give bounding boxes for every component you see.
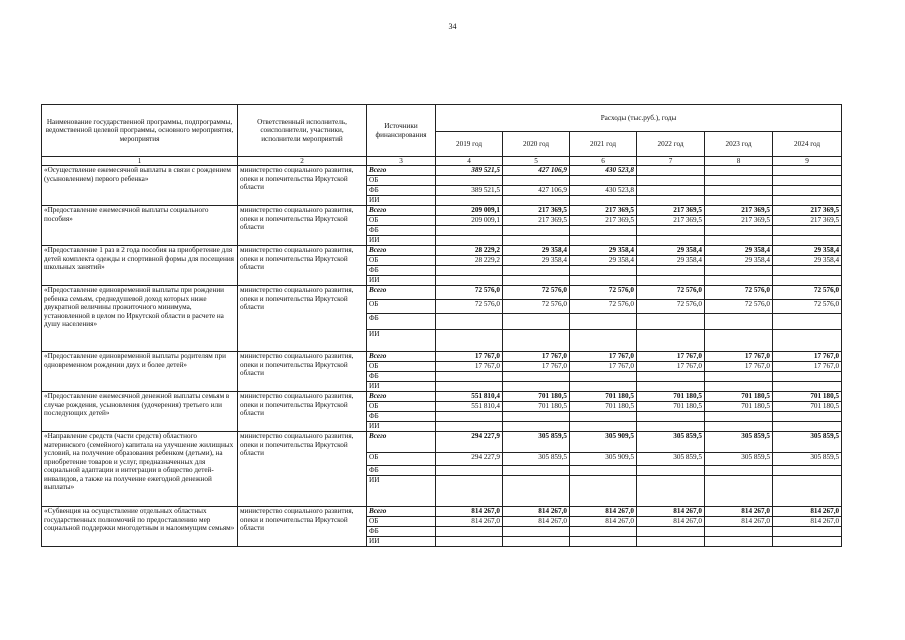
expense-value: 217 369,5 [637, 206, 705, 216]
expense-value [637, 276, 705, 286]
expense-value [705, 476, 773, 507]
expense-value: 814 267,0 [570, 517, 637, 527]
expense-value: 17 767,0 [773, 362, 842, 372]
funding-source: ФБ [367, 186, 436, 196]
funding-source: Всего [367, 246, 436, 256]
measure-name: «Предоставление ежемесячной денежной выплаты семьям в случае рождения, усыновления (удочерения) третьего или последующих детей» [42, 392, 238, 432]
expense-value: 814 267,0 [705, 517, 773, 527]
expense-value: 217 369,5 [773, 206, 842, 216]
expense-value: 17 767,0 [637, 362, 705, 372]
expense-value: 701 180,5 [705, 402, 773, 412]
expense-value [705, 412, 773, 422]
expense-value: 17 767,0 [570, 362, 637, 372]
expense-value [637, 176, 705, 186]
expense-value: 72 576,0 [773, 286, 842, 300]
header-year: 2021 год [570, 132, 637, 157]
expense-value: 701 180,5 [637, 392, 705, 402]
expense-value [637, 226, 705, 236]
expense-value [773, 196, 842, 206]
expense-value: 814 267,0 [570, 507, 637, 517]
measure-name: «Предоставление ежемесячной выплаты социального пособия» [42, 206, 238, 246]
expense-value [773, 382, 842, 392]
funding-source: ИИ [367, 236, 436, 246]
expense-value: 814 267,0 [503, 517, 570, 527]
page-number: 34 [448, 22, 457, 31]
expense-value: 217 369,5 [773, 216, 842, 226]
responsible-executor: министерство социального развития, опеки и попечительства Иркутской области [238, 206, 367, 246]
expense-value: 72 576,0 [503, 286, 570, 300]
expense-value [503, 382, 570, 392]
expense-value [436, 537, 503, 547]
expense-value: 217 369,5 [570, 206, 637, 216]
funding-source: ИИ [367, 276, 436, 286]
header-year: 2022 год [637, 132, 705, 157]
column-number: 5 [503, 157, 570, 166]
expense-value: 72 576,0 [570, 286, 637, 300]
expense-value [570, 314, 637, 330]
expense-value: 814 267,0 [436, 517, 503, 527]
expense-value [503, 176, 570, 186]
responsible-executor: министерство социального развития, опеки и попечительства Иркутской области [238, 166, 367, 206]
funding-source: Всего [367, 206, 436, 216]
expense-value [503, 466, 570, 476]
expense-value [503, 422, 570, 432]
measure-name: «Предоставление единовременной выплаты родителям при одновременном рождении двух и более детей» [42, 352, 238, 392]
expense-value [436, 314, 503, 330]
expense-value: 814 267,0 [503, 507, 570, 517]
expense-value: 72 576,0 [436, 286, 503, 300]
funding-source: ИИ [367, 196, 436, 206]
expense-value: 28 229,2 [436, 246, 503, 256]
header-responsible: Ответственный исполнитель, соисполнители, участники, исполнители мероприятий [238, 105, 367, 157]
expense-value: 17 767,0 [436, 362, 503, 372]
expense-value: 29 358,4 [637, 246, 705, 256]
expense-value: 17 767,0 [637, 352, 705, 362]
header-name: Наименование государственной программы, подпрограммы, ведомственной целевой программы, основного мероприятия, мероприятия [42, 105, 238, 157]
expense-value [773, 276, 842, 286]
expense-value: 29 358,4 [503, 246, 570, 256]
funding-source: ИИ [367, 537, 436, 547]
expense-value: 29 358,4 [503, 256, 570, 266]
expense-value [436, 330, 503, 352]
expense-value [773, 226, 842, 236]
expense-value [773, 372, 842, 382]
funding-source: ОБ [367, 453, 436, 466]
funding-source: ОБ [367, 216, 436, 226]
expense-value [503, 537, 570, 547]
header-sources: Источники финансирования [367, 105, 436, 157]
expense-value [570, 196, 637, 206]
expense-value: 72 576,0 [570, 300, 637, 314]
expense-value [436, 527, 503, 537]
expense-value [705, 314, 773, 330]
expense-value: 814 267,0 [773, 507, 842, 517]
responsible-executor: министерство социального развития, опеки и попечительства Иркутской области [238, 432, 367, 507]
funding-source: ФБ [367, 412, 436, 422]
expense-value: 17 767,0 [436, 352, 503, 362]
expense-value: 217 369,5 [570, 216, 637, 226]
expense-value [705, 276, 773, 286]
expense-value: 29 358,4 [773, 256, 842, 266]
funding-source: Всего [367, 352, 436, 362]
expense-value: 305 859,5 [637, 432, 705, 453]
expense-value [773, 266, 842, 276]
expense-value [570, 537, 637, 547]
expense-value: 305 859,5 [503, 453, 570, 466]
expense-value [637, 186, 705, 196]
expense-value: 389 521,5 [436, 166, 503, 176]
expense-value: 217 369,5 [503, 206, 570, 216]
column-number: 4 [436, 157, 503, 166]
expense-value: 305 859,5 [773, 432, 842, 453]
expense-value [503, 527, 570, 537]
column-number: 1 [42, 157, 238, 166]
expense-value: 17 767,0 [503, 352, 570, 362]
funding-source: ИИ [367, 382, 436, 392]
expense-value [705, 422, 773, 432]
header-year: 2023 год [705, 132, 773, 157]
funding-source: ИИ [367, 330, 436, 352]
expense-value: 701 180,5 [503, 392, 570, 402]
expense-value: 28 229,2 [436, 256, 503, 266]
expense-value [436, 196, 503, 206]
expense-value: 389 521,5 [436, 186, 503, 196]
expense-value [570, 236, 637, 246]
expense-value [503, 236, 570, 246]
expense-value [773, 422, 842, 432]
expense-value: 217 369,5 [705, 216, 773, 226]
expense-value [570, 412, 637, 422]
expense-value [436, 236, 503, 246]
expense-value [773, 186, 842, 196]
expense-value [436, 176, 503, 186]
expense-value: 29 358,4 [570, 256, 637, 266]
expense-value: 701 180,5 [570, 402, 637, 412]
expense-value [436, 372, 503, 382]
expense-value: 430 523,8 [570, 166, 637, 176]
expense-value [773, 166, 842, 176]
funding-source: Всего [367, 507, 436, 517]
responsible-executor: министерство социального развития, опеки и попечительства Иркутской области [238, 246, 367, 286]
expense-value [637, 527, 705, 537]
funding-source: Всего [367, 286, 436, 300]
expense-value: 72 576,0 [637, 286, 705, 300]
column-number: 7 [637, 157, 705, 166]
expense-value: 305 909,5 [570, 432, 637, 453]
expense-value [436, 422, 503, 432]
expense-value [705, 186, 773, 196]
header-year: 2019 год [436, 132, 503, 157]
table-row [42, 286, 842, 300]
expense-value: 17 767,0 [773, 352, 842, 362]
expense-value [570, 527, 637, 537]
expense-value [570, 466, 637, 476]
expense-value [570, 422, 637, 432]
expense-value [436, 226, 503, 236]
expense-value: 814 267,0 [637, 507, 705, 517]
table-row [42, 206, 842, 216]
expense-value: 305 859,5 [503, 432, 570, 453]
funding-source: ОБ [367, 176, 436, 186]
expense-value: 814 267,0 [637, 517, 705, 527]
expense-value [705, 266, 773, 276]
measure-name: «Предоставление единовременной выплаты при рождении ребенка семьям, среднедушевой доход которых ниже двукратной величины прожиточного минимума, установленной в целом по Иркутской области в расчете на душу населения» [42, 286, 238, 352]
expense-value [705, 166, 773, 176]
funding-source: ОБ [367, 256, 436, 266]
expense-value [773, 176, 842, 186]
expense-value [705, 466, 773, 476]
funding-source: ФБ [367, 527, 436, 537]
table-row [42, 432, 842, 453]
expense-value: 217 369,5 [705, 206, 773, 216]
expense-value [773, 412, 842, 422]
expense-value: 430 523,8 [570, 186, 637, 196]
expense-value [570, 276, 637, 286]
expense-value [570, 382, 637, 392]
expense-value: 294 227,9 [436, 432, 503, 453]
expense-value [503, 314, 570, 330]
expense-value [705, 196, 773, 206]
funding-source: ИИ [367, 476, 436, 507]
measure-name: «Предоставление 1 раз в 2 года пособия на приобретение для детей комплекта одежды и спортивной формы для посещения школьных занятий» [42, 246, 238, 286]
expense-value: 701 180,5 [570, 392, 637, 402]
expense-value [637, 422, 705, 432]
expense-value [436, 266, 503, 276]
header-year: 2020 год [503, 132, 570, 157]
expense-value: 29 358,4 [637, 256, 705, 266]
expense-value: 427 106,9 [503, 186, 570, 196]
expense-value [503, 226, 570, 236]
table-row [42, 507, 842, 517]
expense-value [570, 330, 637, 352]
expense-value: 29 358,4 [773, 246, 842, 256]
expense-value: 217 369,5 [637, 216, 705, 226]
table-row [42, 352, 842, 362]
expense-value: 701 180,5 [773, 392, 842, 402]
expense-value: 294 227,9 [436, 453, 503, 466]
column-number: 6 [570, 157, 637, 166]
expense-value [637, 466, 705, 476]
expense-value: 217 369,5 [503, 216, 570, 226]
expense-value [637, 372, 705, 382]
expense-value [637, 236, 705, 246]
expense-value [503, 476, 570, 507]
expense-value: 427 106,9 [503, 166, 570, 176]
expense-value: 72 576,0 [705, 300, 773, 314]
responsible-executor: министерство социального развития, опеки и попечительства Иркутской области [238, 507, 367, 547]
expense-value: 72 576,0 [705, 286, 773, 300]
expense-value: 305 859,5 [637, 453, 705, 466]
expense-value [773, 466, 842, 476]
expense-value [436, 476, 503, 507]
expense-value: 701 180,5 [637, 402, 705, 412]
funding-source: ОБ [367, 402, 436, 412]
expense-value [503, 196, 570, 206]
expense-value [436, 276, 503, 286]
expense-value [503, 372, 570, 382]
measure-name: «Осуществление ежемесячной выплаты в связи с рождением (усыновлением) первого ребенка» [42, 166, 238, 206]
expense-value [637, 476, 705, 507]
table-row [42, 166, 842, 176]
expense-value: 701 180,5 [705, 392, 773, 402]
expense-value [637, 266, 705, 276]
expense-value: 72 576,0 [436, 300, 503, 314]
expense-value: 29 358,4 [570, 246, 637, 256]
table-row [42, 246, 842, 256]
expense-value [705, 330, 773, 352]
header-year: 2024 год [773, 132, 842, 157]
expense-value: 17 767,0 [503, 362, 570, 372]
funding-source: ОБ [367, 300, 436, 314]
expense-value [773, 314, 842, 330]
funding-source: ИИ [367, 422, 436, 432]
expense-value [705, 372, 773, 382]
expense-value [503, 330, 570, 352]
expense-value: 551 810,4 [436, 392, 503, 402]
expense-value: 814 267,0 [436, 507, 503, 517]
expense-value [637, 166, 705, 176]
expense-value: 72 576,0 [773, 300, 842, 314]
expense-value: 17 767,0 [705, 352, 773, 362]
expense-value: 305 859,5 [773, 453, 842, 466]
expense-value [503, 276, 570, 286]
expense-value [705, 382, 773, 392]
expense-value: 305 859,5 [705, 432, 773, 453]
expense-value [705, 537, 773, 547]
funding-source: ФБ [367, 266, 436, 276]
column-number: 9 [773, 157, 842, 166]
header-expenses: Расходы (тыс.руб.), годы [436, 105, 842, 132]
expense-value [705, 176, 773, 186]
expense-value [503, 266, 570, 276]
expense-value: 814 267,0 [773, 517, 842, 527]
funding-source: ОБ [367, 362, 436, 372]
expense-value: 701 180,5 [503, 402, 570, 412]
funding-source: ФБ [367, 466, 436, 476]
expense-value: 305 909,5 [570, 453, 637, 466]
expense-value: 701 180,5 [773, 402, 842, 412]
funding-source: ФБ [367, 314, 436, 330]
column-number: 2 [238, 157, 367, 166]
responsible-executor: министерство социального развития, опеки и попечительства Иркутской области [238, 352, 367, 392]
column-number: 3 [367, 157, 436, 166]
responsible-executor: министерство социального развития, опеки и попечительства Иркутской области [238, 392, 367, 432]
expense-value [436, 466, 503, 476]
responsible-executor: министерство социального развития, опеки и попечительства Иркутской области [238, 286, 367, 352]
expense-value: 29 358,4 [705, 256, 773, 266]
expense-value [705, 226, 773, 236]
expense-value [637, 382, 705, 392]
expense-value: 29 358,4 [705, 246, 773, 256]
expense-value [436, 412, 503, 422]
expense-value [570, 176, 637, 186]
expense-value [773, 330, 842, 352]
funding-source: Всего [367, 166, 436, 176]
expense-value [570, 266, 637, 276]
expense-value: 17 767,0 [705, 362, 773, 372]
expense-value [436, 382, 503, 392]
funding-source: ОБ [367, 517, 436, 527]
expense-value [637, 314, 705, 330]
expense-value [570, 372, 637, 382]
expense-value [773, 476, 842, 507]
expense-value: 72 576,0 [503, 300, 570, 314]
expense-value [773, 537, 842, 547]
expenses-table [41, 104, 842, 547]
expense-value: 814 267,0 [705, 507, 773, 517]
expense-value [570, 476, 637, 507]
expense-value: 209 009,1 [436, 206, 503, 216]
table-row [42, 392, 842, 402]
expense-value [503, 412, 570, 422]
funding-source: Всего [367, 392, 436, 402]
expense-value: 551 810,4 [436, 402, 503, 412]
expense-value [773, 527, 842, 537]
expense-value [637, 330, 705, 352]
expense-value [705, 236, 773, 246]
expense-value: 17 767,0 [570, 352, 637, 362]
expense-value [705, 527, 773, 537]
expense-value [570, 226, 637, 236]
measure-name: «Направление средств (части средств) областного материнского (семейного) капитала на улучшение жилищных условий, на получение образования ребенком (детьми), на приобретение товаров и услуг, предназначенных для социальной адаптации и интеграции в общество детей-инвалидов, а также на получение ежегодной денежной выплаты» [42, 432, 238, 507]
funding-source: ФБ [367, 226, 436, 236]
expense-value [773, 236, 842, 246]
measure-name: «Субвенция на осуществление отдельных областных государственных полномочий по предоставлению мер социальной поддержки многодетным и малоимущим семьям» [42, 507, 238, 547]
expense-value: 209 009,1 [436, 216, 503, 226]
funding-source: Всего [367, 432, 436, 453]
expense-value [637, 537, 705, 547]
funding-source: ФБ [367, 372, 436, 382]
column-number: 8 [705, 157, 773, 166]
expense-value [637, 412, 705, 422]
expense-value [637, 196, 705, 206]
expense-value: 305 859,5 [705, 453, 773, 466]
expense-value: 72 576,0 [637, 300, 705, 314]
